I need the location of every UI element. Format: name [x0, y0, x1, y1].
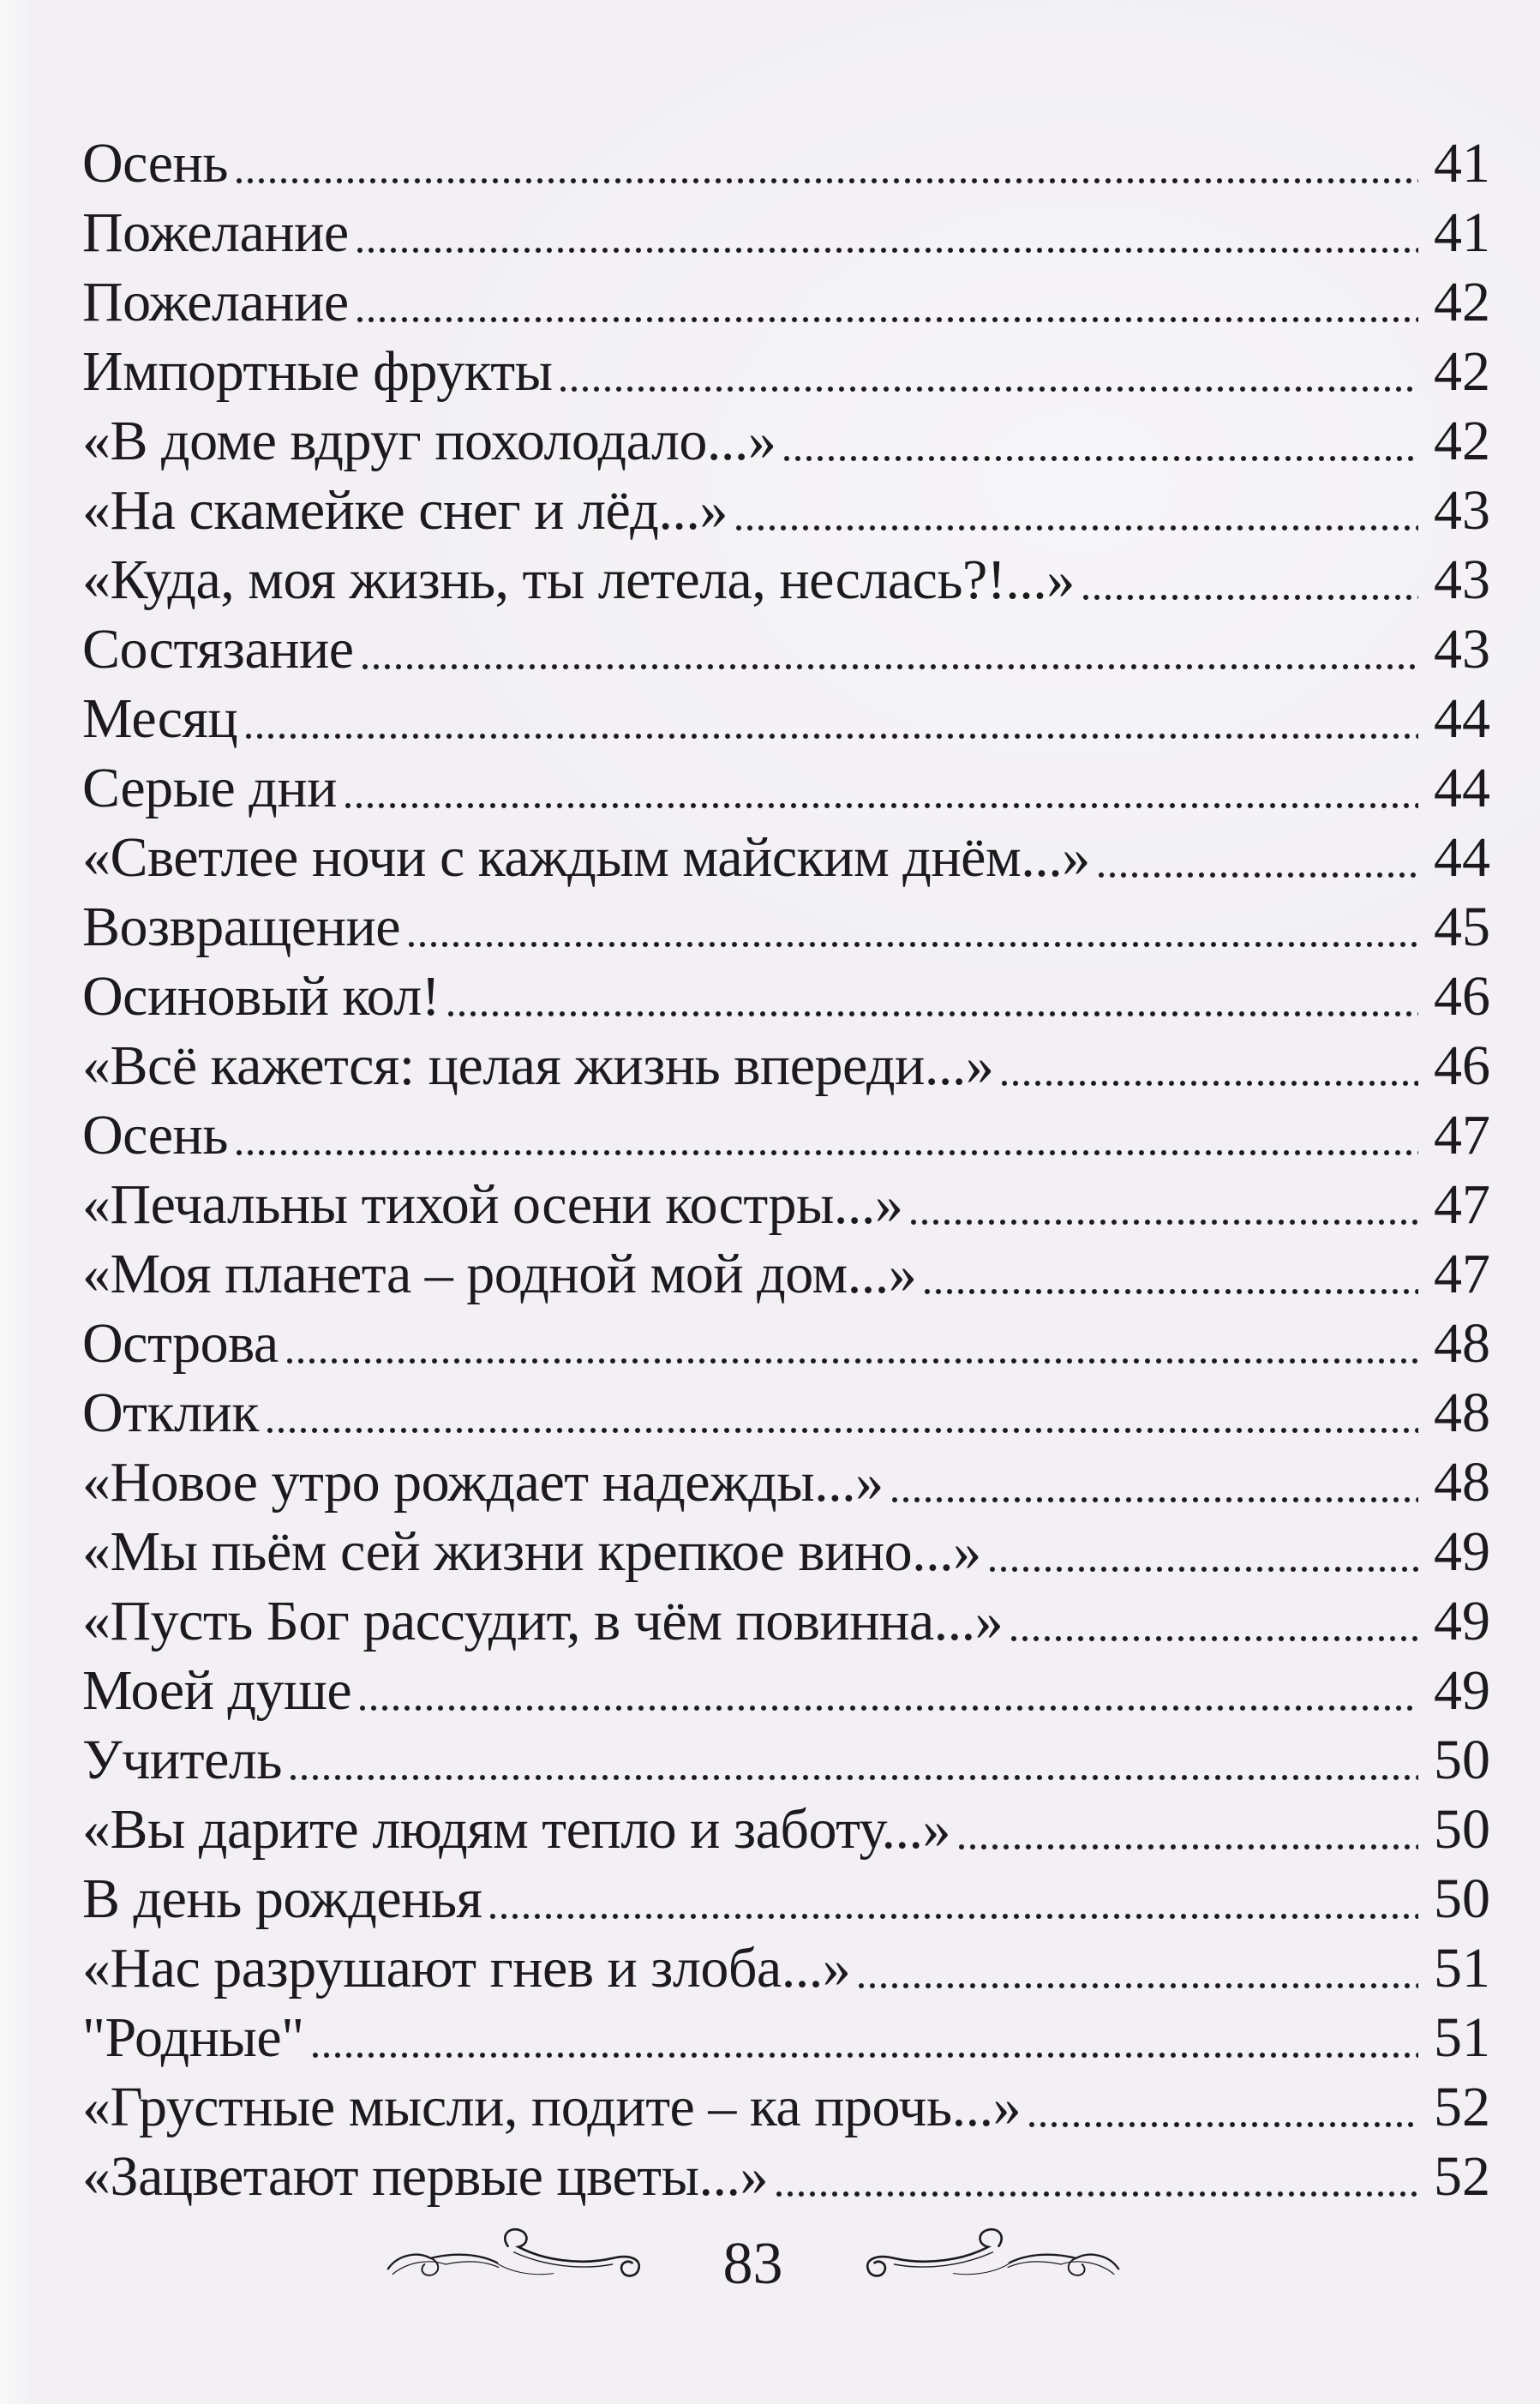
- toc-entry-page: 42: [1434, 271, 1490, 333]
- toc-row: [82, 545, 1490, 614]
- page-footer: [0, 2225, 1506, 2304]
- flourish-left-ornament: [381, 2225, 668, 2304]
- toc-entry-page: 45: [1434, 896, 1490, 958]
- toc-entry-page: 46: [1434, 965, 1490, 1028]
- toc-entry-page: 43: [1434, 479, 1490, 542]
- toc-row: [82, 753, 1490, 823]
- dot-leader: [357, 316, 1418, 323]
- toc-entry-page: 52: [1434, 2145, 1490, 2208]
- toc-entry-title: Осиновый кол!: [82, 965, 440, 1028]
- toc-row: [82, 406, 1490, 476]
- dot-leader: [776, 2191, 1418, 2197]
- toc-entry-title: «Пусть Бог рассудит, в чём повинна...»: [82, 1590, 1004, 1652]
- toc-entry-title: «Грустные мысли, подите – ка прочь...»: [82, 2076, 1022, 2138]
- dot-leader: [989, 1566, 1418, 1573]
- toc-entry-title: В день рожденья: [82, 1867, 482, 1930]
- toc-entry-title: «Вы дарите людям тепло и заботу...»: [82, 1798, 950, 1861]
- toc-row: [82, 823, 1490, 892]
- toc-row: [82, 962, 1490, 1031]
- toc-row: [82, 1656, 1490, 1725]
- toc-entry-title: «Печальны тихой осени костры...»: [82, 1173, 903, 1236]
- toc-row: [82, 2142, 1490, 2211]
- toc-entry-title: Осень: [82, 132, 228, 195]
- toc-entry-title: «Всё кажется: целая жизнь впереди...»: [82, 1034, 994, 1097]
- toc-row: [82, 1170, 1490, 1239]
- toc-row: [82, 1239, 1490, 1309]
- toc-row: [82, 2072, 1490, 2142]
- toc-entry-page: 47: [1434, 1104, 1490, 1166]
- toc-entry-title: Отклик: [82, 1382, 259, 1444]
- toc-entry-title: «В доме вдруг похолодало...»: [82, 410, 776, 472]
- dot-leader: [858, 1982, 1418, 1989]
- dot-leader: [359, 1705, 1418, 1712]
- dot-leader: [560, 386, 1418, 393]
- toc-entry-page: 47: [1434, 1243, 1490, 1305]
- toc-entry-page: 43: [1434, 618, 1490, 680]
- toc-entry-title: Серые дни: [82, 757, 337, 819]
- toc-row: [82, 892, 1490, 962]
- toc-row: [82, 684, 1490, 753]
- toc-entry-title: «Моя планета – родной мой дом...»: [82, 1243, 917, 1305]
- toc-row: [82, 476, 1490, 545]
- dot-leader: [1082, 594, 1418, 601]
- toc-row: [82, 1586, 1490, 1656]
- toc-entry-title: «На скамейке снег и лёд...»: [82, 479, 728, 542]
- toc-entry-page: 51: [1434, 2006, 1490, 2069]
- toc-row: [82, 1448, 1490, 1517]
- toc-entry-title: «Зацветают первые цветы...»: [82, 2145, 768, 2208]
- toc-entry-page: 49: [1434, 1659, 1490, 1722]
- toc-entry-title: Месяц: [82, 687, 238, 750]
- toc-row: [82, 1864, 1490, 1933]
- toc-entry-title: «Новое утро рождает надежды...»: [82, 1451, 884, 1514]
- toc-entry-title: «Нас разрушают гнев и злоба...»: [82, 1937, 851, 1999]
- toc-row: [82, 2003, 1490, 2072]
- toc-entry-title: «Куда, моя жизнь, ты летела, неслась?!...»: [82, 549, 1075, 611]
- dot-leader: [345, 802, 1418, 809]
- dot-leader: [924, 1288, 1418, 1295]
- toc-row: [82, 1517, 1490, 1586]
- toc-row: [82, 1100, 1490, 1170]
- dot-leader: [489, 1913, 1418, 1920]
- toc-entry-page: 44: [1434, 687, 1490, 750]
- dot-leader: [1010, 1635, 1418, 1642]
- toc-entry-page: 41: [1434, 132, 1490, 195]
- page-number: 83: [722, 2231, 783, 2297]
- dot-leader: [290, 1774, 1418, 1781]
- toc-entry-title: Моей душе: [82, 1659, 352, 1722]
- toc-entry-title: Возвращение: [82, 896, 401, 958]
- toc-entry-page: 42: [1434, 410, 1490, 472]
- toc-row: [82, 1309, 1490, 1378]
- toc-entry-page: 48: [1434, 1451, 1490, 1514]
- dot-leader: [910, 1219, 1418, 1226]
- dot-leader: [245, 733, 1418, 740]
- dot-leader: [891, 1496, 1418, 1503]
- toc-entry-page: 48: [1434, 1382, 1490, 1444]
- toc-entry-page: 49: [1434, 1520, 1490, 1583]
- toc-entry-page: 52: [1434, 2076, 1490, 2138]
- dot-leader: [1098, 872, 1418, 878]
- toc-entry-page: 43: [1434, 549, 1490, 611]
- toc-entry-title: Учитель: [82, 1729, 282, 1791]
- dot-leader: [1001, 1080, 1418, 1087]
- dot-leader: [236, 177, 1418, 184]
- toc-entry-title: «Мы пьём сей жизни крепкое вино...»: [82, 1520, 981, 1583]
- toc-entry-title: Импортные фрукты: [82, 340, 553, 403]
- toc-row: [82, 198, 1490, 267]
- toc-entry-page: 48: [1434, 1312, 1490, 1375]
- toc-entry-title: «Светлее ночи с каждым майским днём...»: [82, 826, 1090, 889]
- toc-entry-title: Пожелание: [82, 271, 349, 333]
- toc-entry-title: Острова: [82, 1312, 279, 1375]
- toc-entry-page: 41: [1434, 201, 1490, 264]
- toc-row: [82, 1725, 1490, 1795]
- dot-leader: [958, 1843, 1418, 1850]
- dot-leader: [236, 1149, 1418, 1156]
- toc-row: [82, 614, 1490, 684]
- dot-leader: [362, 663, 1418, 670]
- toc-entry-page: 42: [1434, 340, 1490, 403]
- toc-entry-title: Состязание: [82, 618, 354, 680]
- toc-row: [82, 129, 1490, 198]
- toc-entry-page: 46: [1434, 1034, 1490, 1097]
- toc-entry-page: 50: [1434, 1798, 1490, 1861]
- toc-row: [82, 1795, 1490, 1864]
- toc-entry-title: Пожелание: [82, 201, 349, 264]
- dot-leader: [357, 247, 1418, 254]
- toc-entry-page: 44: [1434, 757, 1490, 819]
- toc-row: [82, 1933, 1490, 2003]
- toc-entry-title: Осень: [82, 1104, 228, 1166]
- toc-entry-page: 50: [1434, 1729, 1490, 1791]
- toc-entry-page: 47: [1434, 1173, 1490, 1236]
- toc-entry-page: 44: [1434, 826, 1490, 889]
- dot-leader: [408, 941, 1418, 948]
- dot-leader: [783, 455, 1418, 462]
- toc-row: [82, 1031, 1490, 1100]
- toc-entry-page: 49: [1434, 1590, 1490, 1652]
- dot-leader: [735, 525, 1418, 531]
- dot-leader: [267, 1427, 1418, 1434]
- dot-leader: [1028, 2121, 1418, 2128]
- toc-row: [82, 267, 1490, 337]
- toc-row: [82, 1378, 1490, 1448]
- toc-row: [82, 337, 1490, 406]
- dot-leader: [312, 2052, 1418, 2059]
- dot-leader: [286, 1358, 1418, 1364]
- toc-entry-page: 51: [1434, 1937, 1490, 1999]
- flourish-right-ornament: [838, 2225, 1126, 2304]
- toc-entry-title: "Родные": [82, 2006, 304, 2069]
- toc-entry-page: 50: [1434, 1867, 1490, 1930]
- table-of-contents: [82, 129, 1490, 2211]
- dot-leader: [447, 1010, 1418, 1017]
